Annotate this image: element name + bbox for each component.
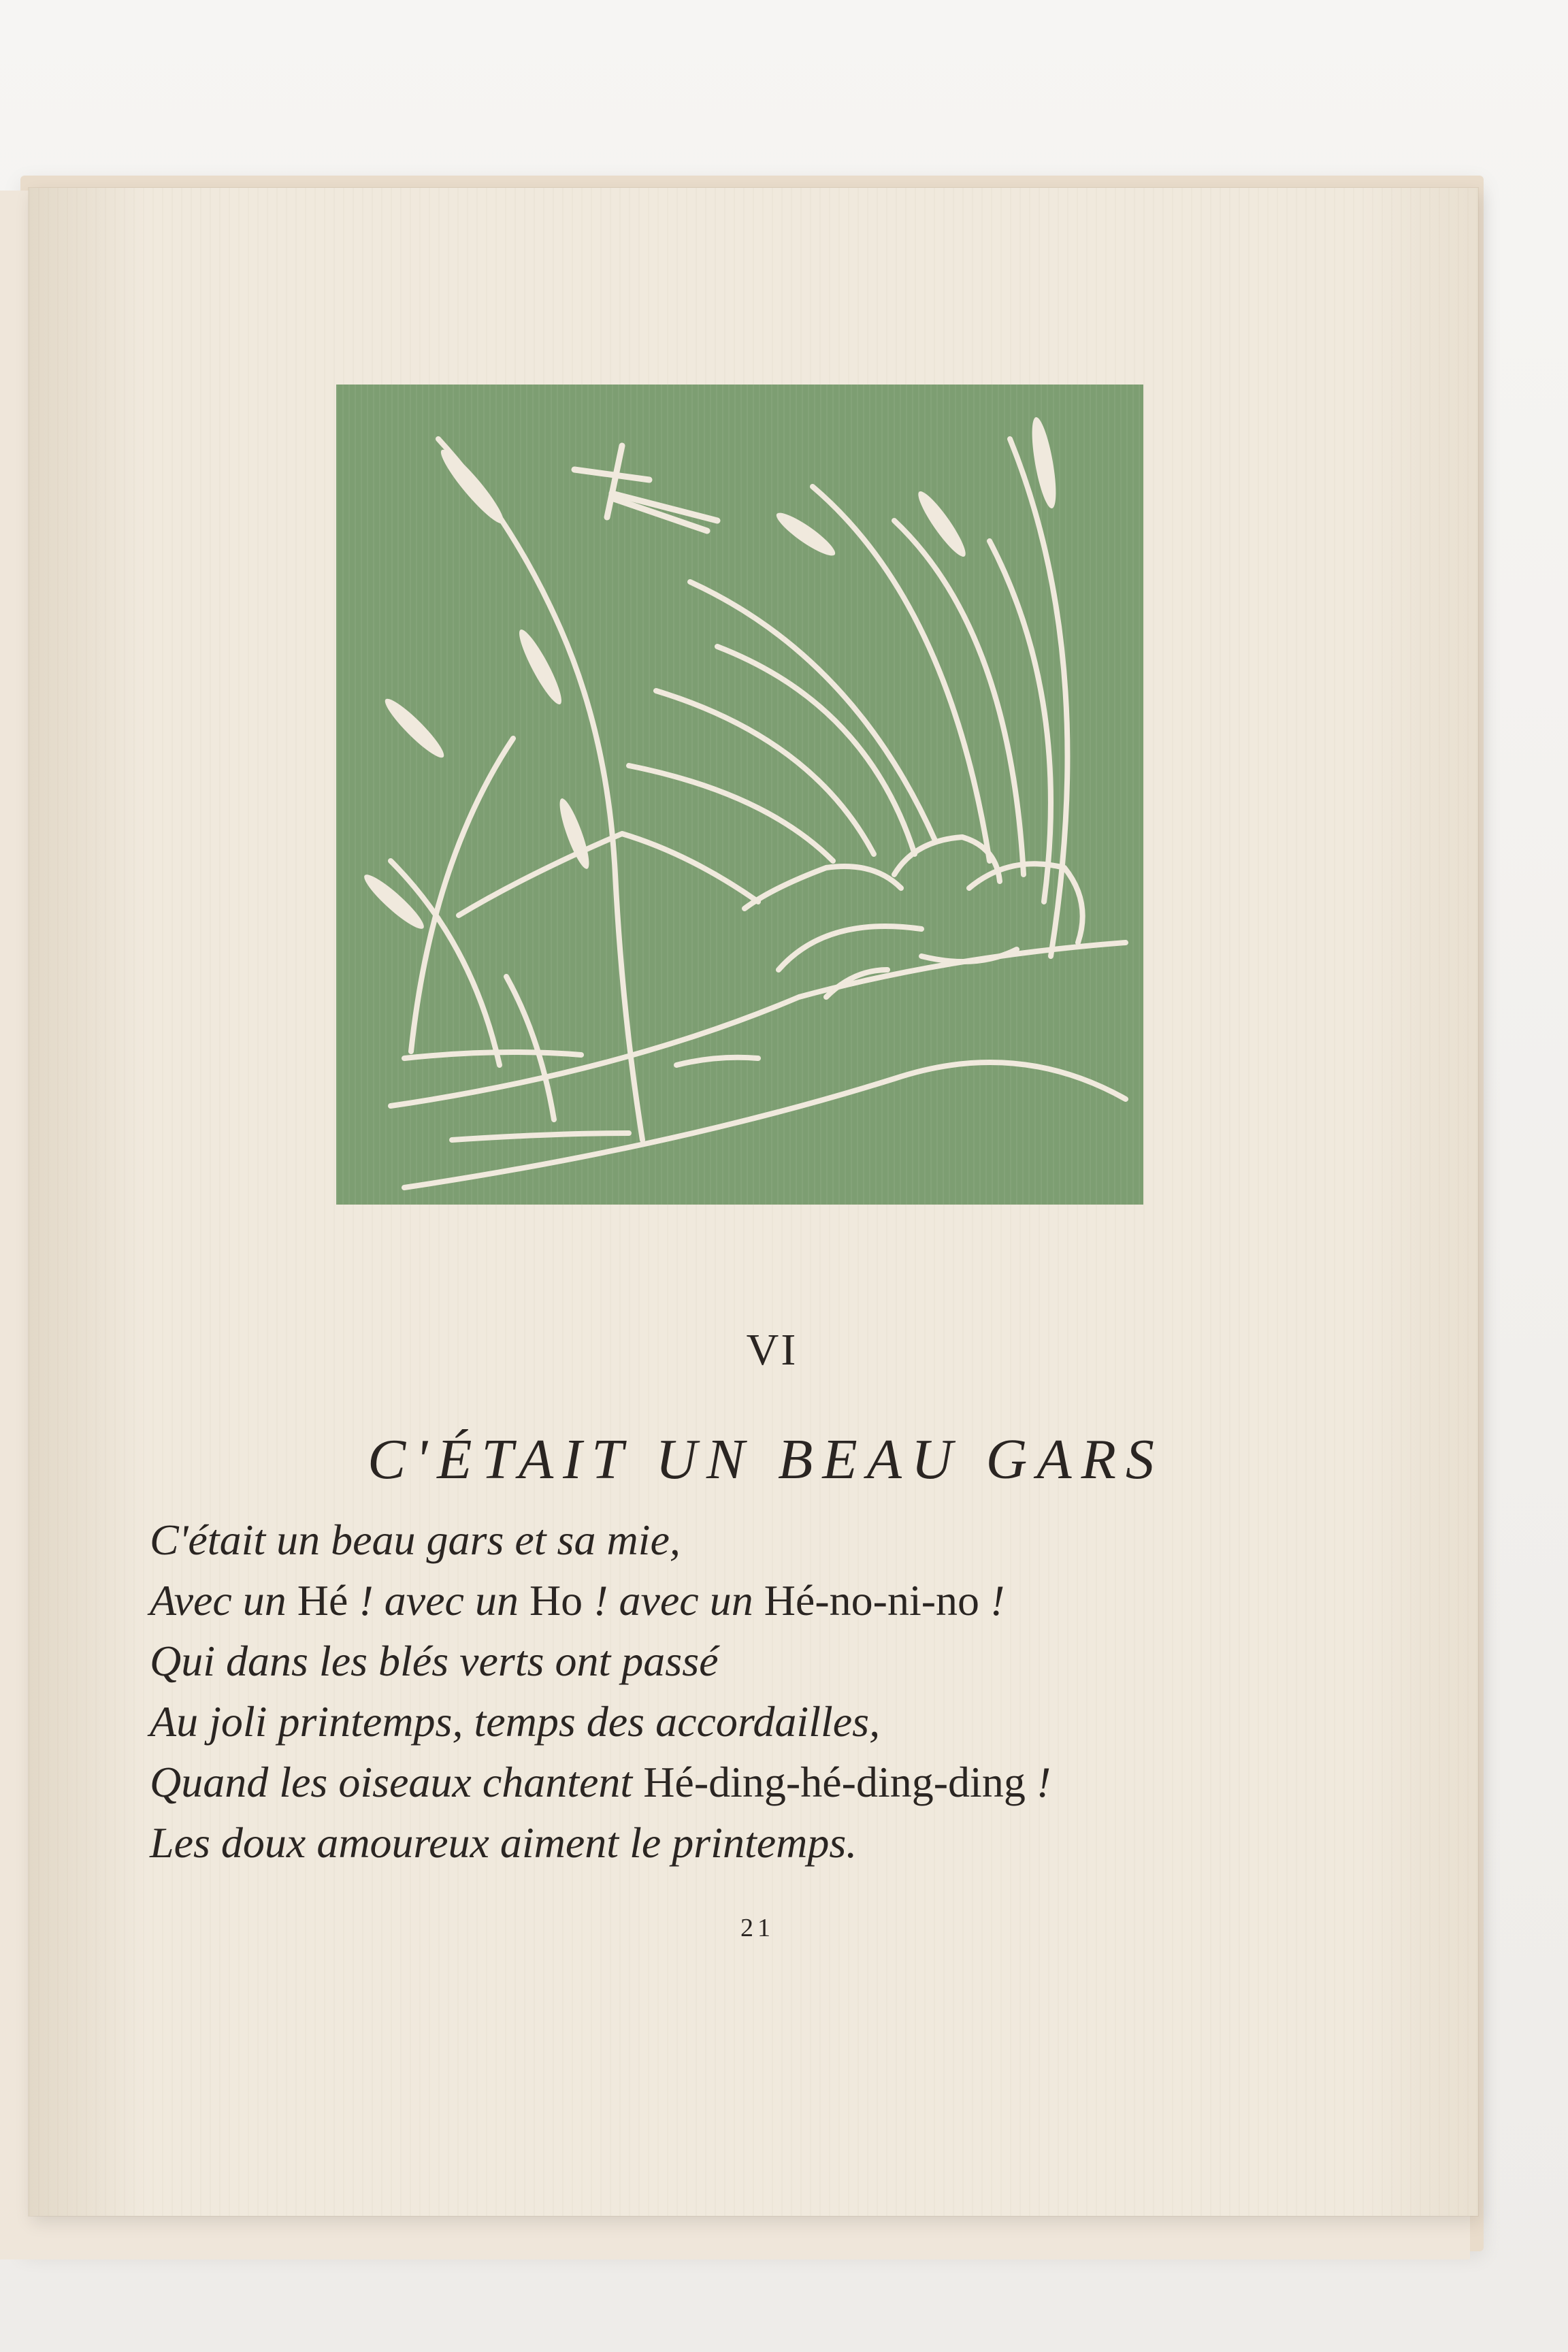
poem-text: Les doux amoureux aiment le printemps. [150, 1818, 858, 1867]
poem-text: ! avec un [583, 1576, 764, 1624]
poem-text: Au joli printemps, temps des accordailles, [150, 1697, 881, 1746]
poem-text: Avec un [150, 1576, 297, 1624]
poem-text: ! [979, 1576, 1005, 1624]
poem-text: C'était un beau gars et sa mie, [150, 1516, 681, 1564]
poem-title: C'ÉTAIT UN BEAU GARS [368, 1428, 1164, 1491]
poem-verse [150, 1509, 1375, 1873]
woodcut-illustration [336, 385, 1143, 1205]
page-number: 21 [740, 1914, 774, 1942]
poem-text: Quand les oiseaux chantent [150, 1758, 644, 1806]
book-page [29, 188, 1478, 2216]
poem-refrain-text: Ho [529, 1576, 583, 1624]
poem-line [150, 1509, 1375, 1570]
chapter-number: VI [746, 1325, 798, 1375]
woodcut-reeds-dragonfly-icon [336, 385, 1143, 1205]
poem-line [150, 1691, 1375, 1752]
poem-text: Qui dans les blés verts ont passé [150, 1637, 719, 1685]
poem-refrain-text: Hé-ding-hé-ding-ding [643, 1758, 1026, 1806]
poem-line [150, 1752, 1375, 1812]
poem-refrain-text: Hé [297, 1576, 348, 1624]
poem-line [150, 1812, 1375, 1873]
poem-refrain-text: Hé-no-ni-no [764, 1576, 980, 1624]
poem-text: ! [1025, 1758, 1051, 1806]
poem-line [150, 1570, 1375, 1631]
poem-text: ! avec un [348, 1576, 529, 1624]
poem-line [150, 1631, 1375, 1691]
